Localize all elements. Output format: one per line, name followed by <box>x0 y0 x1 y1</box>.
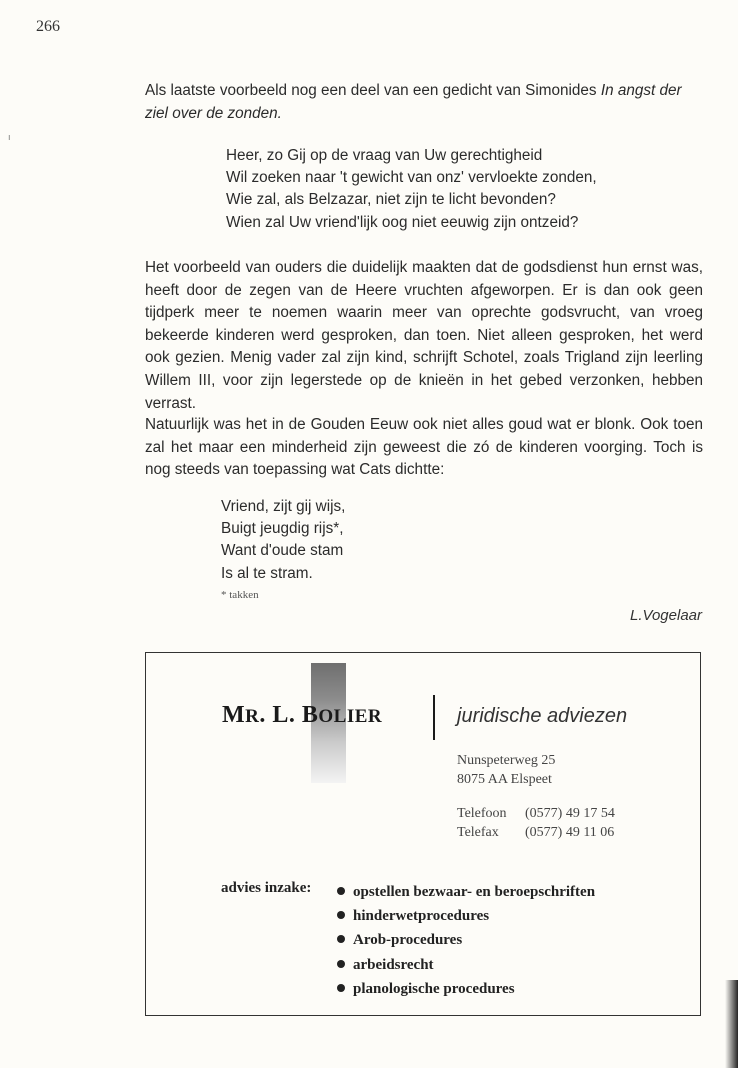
list-item-label: opstellen bezwaar- en beroepschriften <box>353 884 596 900</box>
firm-name-prefix: M <box>222 702 246 728</box>
advies-label: advies inzake: <box>221 880 312 896</box>
bullet-icon <box>337 960 345 968</box>
fax-label: Telefax <box>457 825 499 840</box>
author-signature: L.Vogelaar <box>630 607 702 624</box>
poem-line: Wien zal Uw vriend'lijk oog niet eeuwig zijn ontzeid? <box>226 213 579 231</box>
poem-line: Wil zoeken naar 't gewicht van onz' vervloekte zonden, <box>226 169 597 187</box>
poem-simonides <box>226 145 597 234</box>
poem-title: In angst der ziel over de zonden. <box>145 82 682 122</box>
list-item-label: arbeidsrecht <box>353 956 434 973</box>
phone-number: (0577) 49 17 54 <box>525 806 615 821</box>
list-item <box>337 928 595 952</box>
margin-mark: ı <box>8 132 11 142</box>
list-item <box>337 904 595 928</box>
list-item <box>337 977 595 1001</box>
bullet-icon <box>337 935 345 943</box>
body-paragraph-2: Natuurlijk was het in de Gouden Eeuw ook niet alles goud wat er blonk. Ook toen zal het maar een minderheid zijn geweest die zó de kinderen voorging. Toch is nog steeds van toepassing wat Cats dichtte: <box>145 416 703 479</box>
firm-name-rest: OLIER <box>318 706 383 727</box>
body-paragraph-1: Het voorbeeld van ouders die duidelijk maakten dat de godsdienst hun ernst was, heeft door de zegen van de Heere vruchten afgeworpen. Er is dan ook geen tijdperk meer te noemen waarin meer van oprechte godsvrucht, van vroeg bekeerde kinderen werd gesproken, dan toen. Niet alleen gesproken, het werd ook gezien. Menig vader zal zijn kind, schrijft Schotel, zoals Trigland zijn leerling Willem III, voor zijn legerstede op de knieën in het gebed verzonken, hebben verrast. <box>145 259 703 412</box>
fax-number: (0577) 49 11 06 <box>525 825 615 840</box>
list-item <box>337 953 595 977</box>
bullet-icon <box>337 887 345 895</box>
list-item-label: Arob-procedures <box>353 932 463 949</box>
list-item-label: planologische procedures <box>353 980 515 997</box>
address-city: 8075 AA Elspeet <box>457 772 552 787</box>
advies-list <box>337 880 595 1001</box>
firm-name-prefix-sc: R <box>245 706 260 727</box>
bullet-icon <box>337 984 345 992</box>
poem-line: Heer, zo Gij op de vraag van Uw gerechtigheid <box>226 147 543 164</box>
phone-block <box>457 804 615 842</box>
scan-edge-shadow <box>725 980 738 1068</box>
fax-line <box>457 823 615 842</box>
phone-line <box>457 804 615 823</box>
poem-line: Wie zal, als Belzazar, niet zijn te licht bevonden? <box>226 191 556 209</box>
list-item-label: hinderwetprocedures <box>353 908 490 925</box>
poem-line: Is al te stram. <box>221 564 313 582</box>
poem-line: Want d'oude stam <box>221 542 344 560</box>
firm-name-mid: . L. B <box>259 702 319 728</box>
intro-text: Als laatste voorbeeld nog een deel van een gedicht van Simonides <box>145 82 601 99</box>
footnote: * takken <box>221 589 259 601</box>
divider-bar <box>433 695 435 740</box>
poem-line: Buigt jeugdig rijs*, <box>221 520 344 538</box>
firm-tagline: juridische adviezen <box>457 705 628 727</box>
list-item <box>337 880 595 904</box>
address-street: Nunspeterweg 25 <box>457 753 556 768</box>
poem-cats <box>221 496 345 585</box>
address-block <box>457 751 555 789</box>
page-number: 266 <box>36 18 60 35</box>
phone-label: Telefoon <box>457 806 507 821</box>
poem-line: Vriend, zijt gij wijs, <box>221 498 346 515</box>
firm-name <box>222 702 382 729</box>
intro-paragraph <box>145 80 703 125</box>
bullet-icon <box>337 911 345 919</box>
